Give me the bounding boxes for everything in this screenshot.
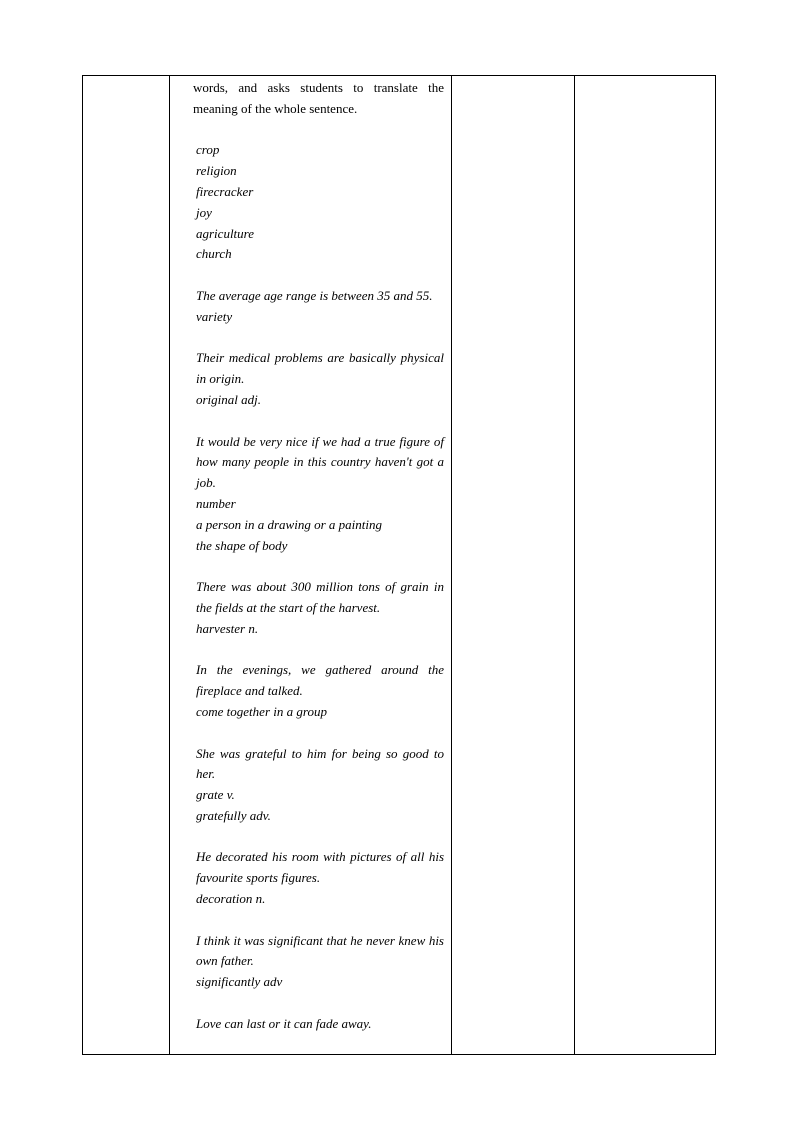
example-group: [193, 931, 444, 993]
vocab-word: religion: [196, 163, 237, 179]
note-line: variety: [196, 308, 233, 324]
vocab-list: [193, 140, 444, 265]
example-sentence: There was about 300 million tons of grain in the fields at the start of the harvest.: [196, 579, 444, 615]
vocab-word: joy: [196, 204, 212, 220]
example-sentence: The average age range is between 35 and 55.: [196, 287, 433, 303]
example-group: [193, 348, 444, 410]
example-sentence: She was grateful to him for being so good to her.: [196, 745, 444, 782]
example-group: [193, 286, 444, 328]
example-group: [193, 744, 444, 827]
column-divider: [574, 76, 575, 1054]
activity-cell: [193, 78, 444, 1035]
note-line: grate v.: [196, 787, 235, 803]
vocab-word: firecracker: [196, 183, 254, 199]
example-group: [193, 577, 444, 639]
example-sentence: I think it was significant that he never knew his own father.: [196, 932, 444, 969]
column-divider: [451, 76, 452, 1054]
note-line: number: [196, 495, 236, 511]
example-sentence: Love can last or it can fade away.: [196, 1015, 372, 1031]
note-line: the shape of body: [196, 537, 288, 553]
col-1-cell: [83, 76, 169, 1054]
vocab-word: crop: [196, 142, 220, 158]
vocab-word: agriculture: [196, 225, 255, 241]
note-line: come together in a group: [196, 703, 327, 719]
note-line: gratefully adv.: [196, 807, 271, 823]
note-line: significantly adv: [196, 974, 283, 990]
intro-text: words, and asks students to translate the meaning of the whole sentence.: [193, 80, 444, 116]
example-sentence: Their medical problems are basically physical in origin.: [196, 350, 444, 387]
column-divider: [169, 76, 170, 1054]
vocab-word: church: [196, 246, 232, 262]
example-sentence: In the evenings, we gathered around the fireplace and talked.: [196, 662, 444, 699]
example-sentence: He decorated his room with pictures of all his favourite sports figures.: [196, 849, 444, 886]
note-line: decoration n.: [196, 891, 266, 907]
note-line: original adj.: [196, 391, 262, 407]
example-group: [193, 660, 444, 722]
example-group: [193, 847, 444, 909]
note-line: a person in a drawing or a painting: [196, 516, 382, 532]
example-group: [193, 1014, 444, 1035]
example-sentence: It would be very nice if we had a true figure of how many people in this country haven't got a job.: [196, 433, 444, 491]
example-group: [193, 432, 444, 557]
note-line: harvester n.: [196, 620, 259, 636]
